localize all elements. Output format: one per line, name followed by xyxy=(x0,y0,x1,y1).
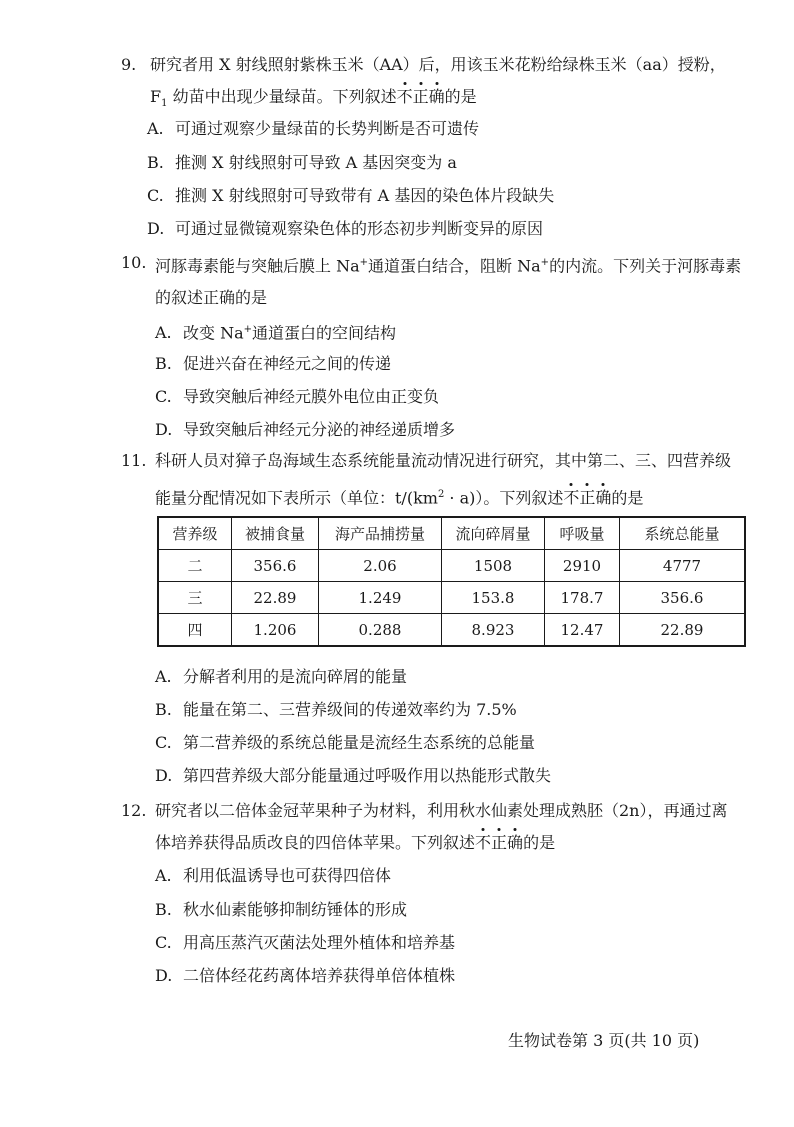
q11-stem-line1: 科研人员对獐子岛海域生态系统能量流动情况进行研究，其中第二、三、四营养级 xyxy=(155,451,732,470)
table-cell: 12.47 xyxy=(545,614,620,647)
table-row xyxy=(158,550,745,582)
table-cell: 178.7 xyxy=(545,582,620,614)
table-cell: 22.89 xyxy=(620,614,746,647)
table-cell: 四 xyxy=(158,614,232,647)
f1-subscript: 1 xyxy=(161,98,168,110)
emphasis-char: 不 xyxy=(475,833,492,852)
q11-stem-line2: 能量分配情况如下表所示（单位：$t/(km^2 \cdot a)$）。下列叙述不正确的是 xyxy=(155,488,644,508)
energy-table xyxy=(157,516,746,647)
q10-option-d: D. 导致突触后神经元分泌的神经递质增多 xyxy=(155,420,456,439)
table-cell: 22.89 xyxy=(232,582,319,614)
table-cell: 8.923 xyxy=(442,614,545,647)
q10-number: 10. xyxy=(121,253,147,272)
q9-option-d: D. 可通过显微镜观察染色体的形态初步判断变异的原因 xyxy=(147,219,544,238)
table-header: 被捕食量 xyxy=(232,517,319,550)
emphasis-char: 确 xyxy=(595,488,612,508)
emphasis-char: 不 xyxy=(563,488,580,508)
q10-option-c: C. 导致突触后神经元膜外电位由正变负 xyxy=(155,387,440,406)
table-cell: 三 xyxy=(158,582,232,614)
emphasis-char: 不 xyxy=(396,87,413,106)
q9-option-a: A. 可通过观察少量绿苗的长势判断是否可遗传 xyxy=(147,119,480,138)
f1-label: F xyxy=(150,87,162,106)
emphasis-char: 正 xyxy=(412,87,429,106)
table-header: 呼吸量 xyxy=(545,517,620,550)
q10-option-a: A. 改变 Na+通道蛋白的空间结构 xyxy=(155,323,397,343)
q10-stem-line1: 河豚毒素能与突触后膜上 Na+通道蛋白结合，阻断 Na+的内流。下列关于河豚毒素 xyxy=(155,256,742,276)
table-cell: 356.6 xyxy=(620,582,746,614)
table-header-row xyxy=(158,517,745,550)
q9-stem-line2: $F_1$ 幼苗中出现少量绿苗。下列叙述不正确的是 xyxy=(150,87,477,110)
q12-stem-line2: 体培养获得品质改良的四倍体苹果。下列叙述不正确的是 xyxy=(155,833,556,852)
q12-option-b: B. 秋水仙素能够抑制纺锤体的形成 xyxy=(155,900,408,919)
table-row xyxy=(158,582,745,614)
table-cell: 1.249 xyxy=(319,582,442,614)
q12-number: 12. xyxy=(121,801,147,820)
table-cell: 4777 xyxy=(620,550,746,582)
emphasis-char: 正 xyxy=(579,488,596,508)
emphasis-char: 正 xyxy=(491,833,508,852)
table-cell: 2.06 xyxy=(319,550,442,582)
table-cell: 1.206 xyxy=(232,614,319,647)
table-header: 海产品捕捞量 xyxy=(319,517,442,550)
q12-option-a: A. 利用低温诱导也可获得四倍体 xyxy=(155,866,392,885)
q10-stem-line2: 的叙述正确的是 xyxy=(155,288,268,307)
q9-option-c: C. 推测 X 射线照射可导致带有 A 基因的染色体片段缺失 xyxy=(147,186,555,205)
page-footer: 生物试卷第 3 页(共 10 页) xyxy=(508,1031,700,1050)
table-header: 系统总能量 xyxy=(620,517,746,550)
table-cell: 153.8 xyxy=(442,582,545,614)
q9-number: 9. xyxy=(121,55,137,74)
q11-option-b: B. 能量在第二、三营养级间的传递效率约为 7.5% xyxy=(155,700,517,719)
table-cell: 1508 xyxy=(442,550,545,582)
q9-stem-line1: 研究者用 X 射线照射紫株玉米（AA）后，用该玉米花粉给绿株玉米（aa）授粉， xyxy=(150,55,726,74)
table-row xyxy=(158,614,745,647)
table-header: 流向碎屑量 xyxy=(442,517,545,550)
q11-option-a: A. 分解者利用的是流向碎屑的能量 xyxy=(155,667,408,686)
table-cell: 356.6 xyxy=(232,550,319,582)
table-header: 营养级 xyxy=(158,517,232,550)
table-cell: 2910 xyxy=(545,550,620,582)
q11-option-d: D. 第四营养级大部分能量通过呼吸作用以热能形式散失 xyxy=(155,766,552,785)
q9-option-b: B. 推测 X 射线照射可导致 A 基因突变为 a xyxy=(147,153,457,172)
q11-option-c: C. 第二营养级的系统总能量是流经生态系统的总能量 xyxy=(155,733,536,752)
emphasis-char: 确 xyxy=(428,87,445,106)
q11-number: 11. xyxy=(121,451,147,470)
q12-option-c: C. 用高压蒸汽灭菌法处理外植体和培养基 xyxy=(155,933,456,952)
q10-option-b: B. 促进兴奋在神经元之间的传递 xyxy=(155,354,392,373)
q12-option-d: D. 二倍体经花药离体培养获得单倍体植株 xyxy=(155,966,456,985)
table-cell: 二 xyxy=(158,550,232,582)
q12-stem-line1: 研究者以二倍体金冠苹果种子为材料，利用秋水仙素处理成熟胚（2n），再通过离 xyxy=(155,801,728,820)
table-cell: 0.288 xyxy=(319,614,442,647)
emphasis-char: 确 xyxy=(507,833,524,852)
